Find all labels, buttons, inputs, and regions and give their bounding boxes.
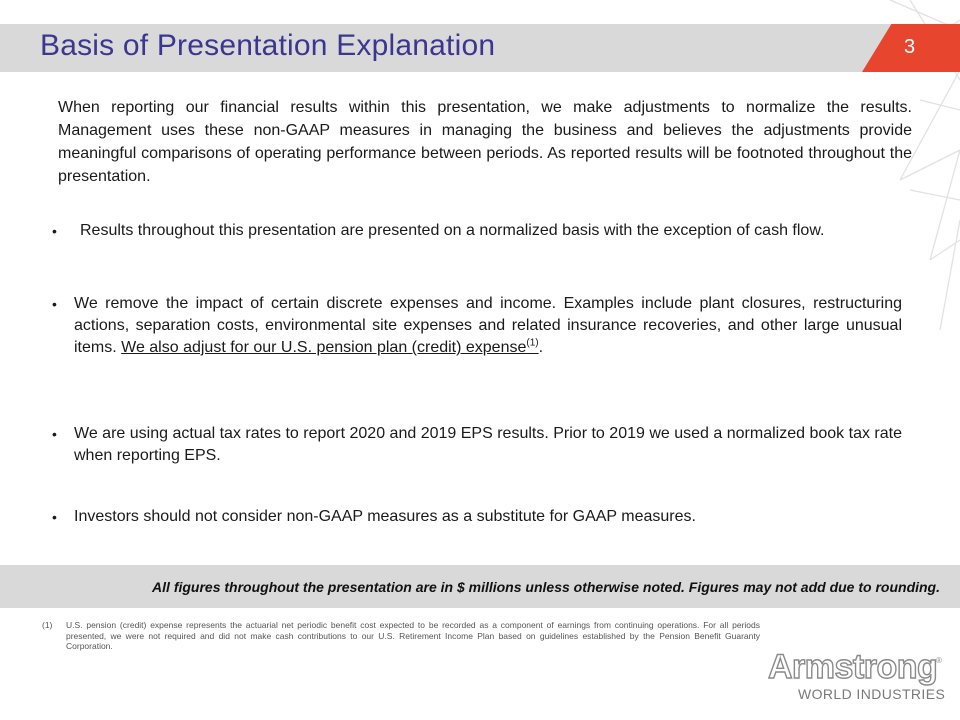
bullet-text: Results throughout this presentation are presented on a normalized basis with the exception of cash flow. [80, 222, 825, 239]
intro-paragraph: When reporting our financial results within this presentation, we make adjustments to normalize the results. Management uses these non-GAAP measures in managing the business and believes the adjustments provide meaningful comparisons of operating performance between periods. As reported results will be footnoted throughout the presentation. [58, 99, 912, 185]
company-logo [768, 648, 944, 704]
footnote-number: (1) [42, 620, 53, 630]
logo-wordmark: Armstrong [768, 648, 938, 686]
bullet-item [48, 293, 902, 359]
bullet-marker: • [52, 296, 57, 312]
bullet-marker: • [52, 223, 57, 239]
notes-bar-text: All figures throughout the presentation are in $ millions unless otherwise noted. Figures may not add due to rounding. [152, 579, 940, 595]
page-number: 3 [904, 36, 916, 58]
bullet-item [48, 220, 902, 242]
pension-adjustment-text [121, 339, 538, 356]
page-title: Basis of Presentation Explanation [40, 29, 496, 62]
bullet-marker: • [52, 426, 57, 442]
logo-subtitle: WORLD INDUSTRIES [798, 686, 946, 702]
pension-adjustment-label: We also adjust for our U.S. pension plan (credit) expense [121, 339, 527, 356]
bullet-text-part: We remove the impact of certain discrete expenses and income. Examples include plant closures, restructuring actions, separation costs, environmental site expenses and related insurance recoveries, and other large unusual items. [74, 295, 902, 356]
logo-registered-mark: ® [936, 656, 942, 665]
bullet-item [48, 506, 902, 528]
bullet-text [48, 293, 902, 359]
bullet-text-end: . [538, 339, 544, 356]
footnote-text: U.S. pension (credit) expense represents the actuarial net periodic benefit cost expected to be recorded as a component of earnings from continuing operations. For all periods presented, we were not required and did not make cash contributions to our U.S. Retirement Income Plan based on guidelines established by the Pension Benefit Guaranty Corporation. [66, 620, 760, 651]
footnote-reference: (1) [526, 337, 539, 349]
bullet-text: Investors should not consider non-GAAP measures as a substitute for GAAP measures. [74, 508, 696, 525]
bullet-marker: • [52, 509, 57, 525]
footnote [42, 620, 760, 652]
bullet-text: We are using actual tax rates to report 2020 and 2019 EPS results. Prior to 2019 we used a normalized book tax rate when reporting EPS. [74, 425, 902, 464]
bullet-item [48, 423, 902, 467]
